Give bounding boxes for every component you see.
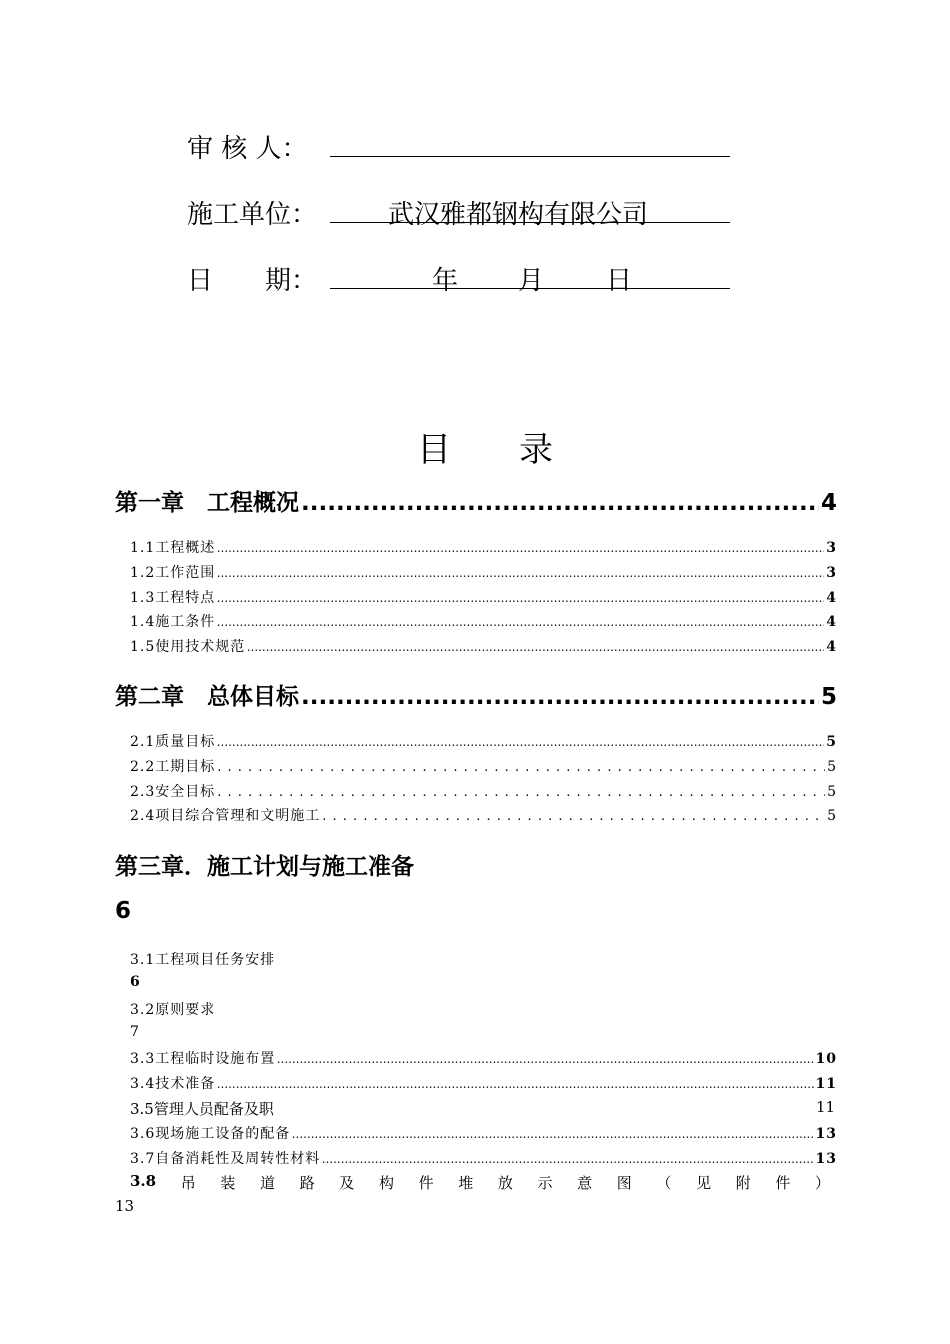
word: 见 [696, 1174, 712, 1192]
date-year: 年 [432, 266, 459, 296]
toc-section-2-3[interactable] [130, 781, 837, 801]
section-page: 5 [827, 784, 837, 800]
toc-section-3-8[interactable] [130, 1172, 830, 1193]
section-page: 3 [826, 540, 837, 556]
section-label: 3.3工程临时设施布置 [130, 1051, 276, 1067]
toc-section-2-4[interactable] [130, 805, 837, 825]
toc-section-3-2[interactable]: 3.2原则要求 [130, 1002, 216, 1018]
leader-dots [217, 1080, 813, 1090]
section-page: 11 [815, 1076, 837, 1092]
toc-section-1-4[interactable] [130, 611, 837, 631]
toc-chapter-2[interactable] [115, 678, 837, 711]
leader-dots [217, 618, 824, 628]
date-label: 日 期： [187, 266, 318, 296]
construction-unit-value: 武汉雅都钢构有限公司 [388, 200, 649, 230]
section-label: 3.4技术准备 [130, 1076, 216, 1092]
section-label: 1.1工程概述 [130, 540, 216, 556]
word: 路 [299, 1174, 315, 1192]
section-label: 1.4施工条件 [130, 614, 216, 630]
toc-section-2-1[interactable] [130, 731, 837, 751]
toc-section-1-5[interactable] [130, 636, 837, 656]
toc-section-3-8-page: 13 [115, 1197, 135, 1215]
reviewer-label: 审 核 人： [187, 134, 308, 164]
toc-chapter-3[interactable]: 第三章．施工计划与施工准备 [115, 854, 414, 880]
leader-dots [322, 1155, 813, 1165]
word: 件 [775, 1174, 791, 1192]
section-label: 2.3安全目标 [130, 784, 216, 800]
chapter-page: 4 [820, 490, 837, 516]
construction-unit-label: 施工单位： [187, 200, 318, 230]
leader-dots [277, 1055, 813, 1065]
word: 图 [616, 1174, 632, 1192]
toc-chapter-1[interactable] [115, 484, 837, 517]
section-page: 5 [827, 808, 837, 824]
toc-title: 目 录 [417, 430, 553, 470]
section-page: 13 [815, 1151, 837, 1167]
section-label: 2.4项目综合管理和文明施工 [130, 808, 321, 824]
word: 附 [735, 1174, 751, 1192]
date-month: 月 [518, 266, 545, 296]
toc-section-1-2[interactable] [130, 562, 837, 582]
section-page: 4 [826, 590, 837, 606]
leader-dots [247, 643, 824, 653]
section-label: 3.6现场施工设备的配备 [130, 1126, 291, 1142]
section-page: 13 [815, 1126, 837, 1142]
toc-section-3-5[interactable]: 3.5管理人员配备及职 [130, 1100, 274, 1118]
word: 件 [418, 1174, 434, 1192]
section-page: 5 [826, 734, 837, 750]
toc-section-3-2-page: 7 [130, 1024, 140, 1040]
leader-dots [292, 1130, 813, 1140]
word: 3.8 [130, 1172, 157, 1190]
word: 意 [577, 1174, 593, 1192]
toc-section-3-6[interactable] [130, 1123, 837, 1143]
word: 及 [339, 1174, 355, 1192]
word: 堆 [458, 1174, 474, 1192]
toc-section-3-5-page: 11 [816, 1098, 836, 1116]
section-label: 1.2工作范围 [130, 565, 216, 581]
leader-dots [217, 760, 825, 775]
chapter-page: 5 [820, 684, 837, 710]
leader-dots [217, 594, 824, 604]
word: 放 [497, 1174, 513, 1192]
section-page: 4 [826, 614, 837, 630]
toc-section-3-4[interactable] [130, 1073, 837, 1093]
section-page: 10 [815, 1051, 837, 1067]
word: 示 [537, 1174, 553, 1192]
section-label: 3.7自备消耗性及周转性材料 [130, 1151, 321, 1167]
section-label: 2.1质量目标 [130, 734, 216, 750]
toc-section-1-1[interactable] [130, 537, 837, 557]
word: （ [656, 1174, 672, 1192]
toc-section-3-3[interactable] [130, 1048, 837, 1068]
leader-dots [322, 809, 825, 824]
leader-dots [217, 544, 824, 554]
toc-section-3-1-page: 6 [130, 974, 140, 990]
word: ） [814, 1174, 830, 1192]
chapter-label: 第一章 工程概况 [115, 490, 299, 516]
toc-chapter-3-page: 6 [115, 898, 132, 924]
toc-section-1-3[interactable] [130, 587, 837, 607]
word: 吊 [180, 1174, 196, 1192]
date-day: 日 [606, 266, 633, 296]
section-label: 2.2工期目标 [130, 759, 216, 775]
leader-dots [217, 569, 824, 579]
chapter-label: 第二章 总体目标 [115, 684, 299, 710]
word: 构 [378, 1174, 394, 1192]
section-page: 5 [827, 759, 837, 775]
section-page: 4 [826, 639, 837, 655]
leader-dots [301, 684, 819, 710]
reviewer-signature-line[interactable] [330, 128, 730, 157]
section-label: 1.5使用技术规范 [130, 639, 246, 655]
toc-section-3-7[interactable] [130, 1148, 837, 1168]
leader-dots [217, 785, 825, 800]
section-page: 3 [826, 565, 837, 581]
leader-dots [217, 738, 824, 748]
toc-section-3-1[interactable]: 3.1工程项目任务安排 [130, 952, 276, 968]
word: 装 [220, 1174, 236, 1192]
toc-section-2-2[interactable] [130, 756, 837, 776]
word: 道 [260, 1174, 276, 1192]
section-label: 1.3工程特点 [130, 590, 216, 606]
leader-dots [301, 490, 819, 516]
